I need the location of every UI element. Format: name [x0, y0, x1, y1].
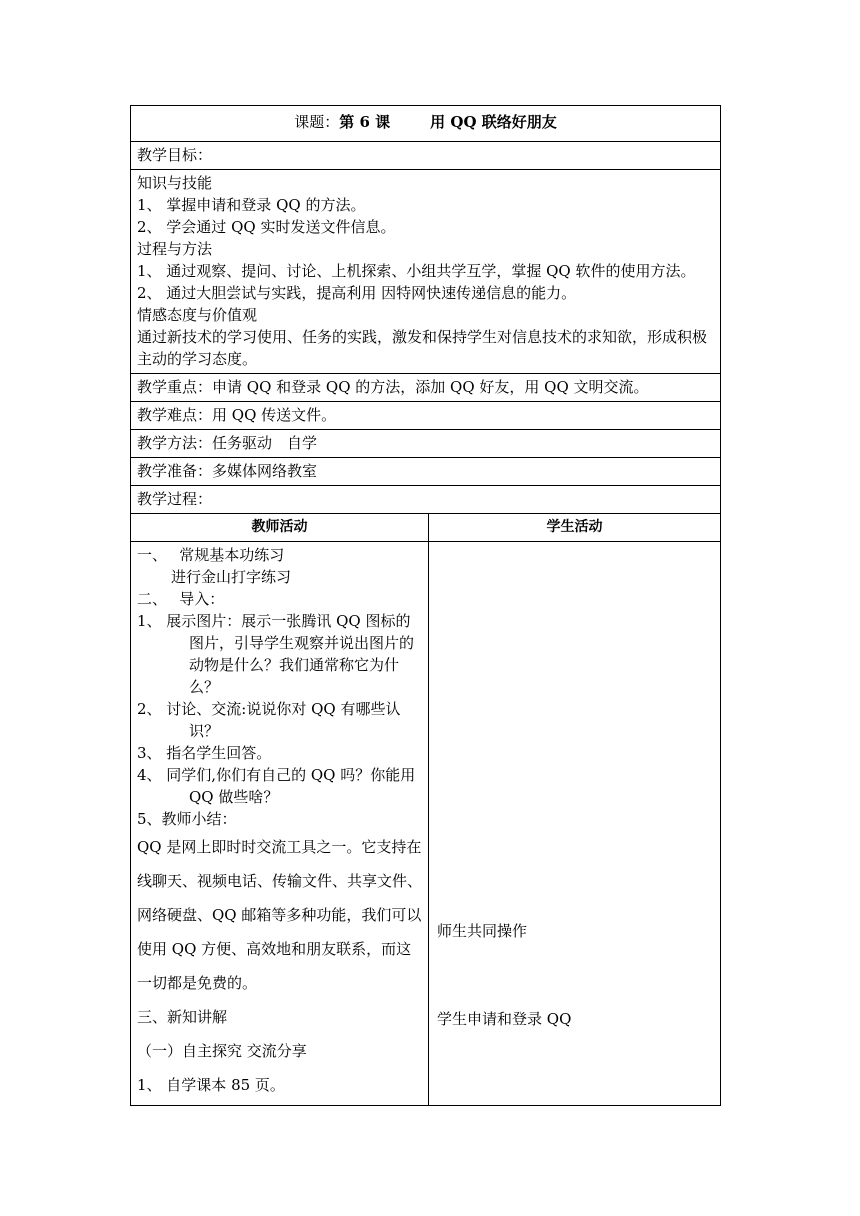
objectives-row	[131, 170, 721, 374]
methods: 教学方法：任务驱动 自学	[131, 430, 721, 458]
objectives-heading-row	[131, 142, 721, 170]
lesson-name: 用 QQ 联络好朋友	[430, 113, 557, 131]
teacher-activity-cell	[131, 542, 429, 1106]
lesson-plan-table	[130, 105, 721, 1106]
title-prefix: 课题：	[294, 113, 340, 131]
student-activity-1: 师生共同操作	[437, 922, 528, 940]
process-item: 1、 通过观察、提问、讨论、上机探索、小组共学互学，掌握 QQ 软件的使用方法。	[137, 262, 696, 280]
teacher-summary: QQ 是网上即时时交流工具之一。它支持在线聊天、视频电话、传输文件、共享文件、网络硬盘、QQ 邮箱等多种功能，我们可以使用 QQ 方便、高效地和朋友联系，而这一切都是免费的。	[137, 838, 423, 992]
column-header-row	[131, 514, 721, 542]
student-activity-2: 学生申请和登录 QQ	[437, 1010, 572, 1028]
section-one: 一、 常规基本功练习	[137, 546, 285, 564]
key-points: 教学重点：申请 QQ 和登录 QQ 的方法，添加 QQ 好友，用 QQ 文明交流。	[131, 374, 721, 402]
lesson-title	[131, 106, 721, 142]
title-row	[131, 106, 721, 142]
knowledge-item: 1、 掌握申请和登录 QQ 的方法。	[137, 196, 366, 214]
intro-item: 4、 同学们,你们有自己的 QQ 吗？你能用 QQ 做些啥？	[137, 766, 416, 806]
section-three-sub: （一）自主探究 交流分享	[137, 1042, 307, 1060]
process-heading: 教学过程：	[131, 486, 721, 514]
section-three: 三、新知讲解	[137, 1008, 228, 1026]
preparation: 教学准备：多媒体网络教室	[131, 458, 721, 486]
lesson-number: 第 6 课	[339, 113, 391, 131]
process-heading-row	[131, 486, 721, 514]
intro-item: 2、 讨论、交流:说说你对 QQ 有哪些认识？	[137, 700, 401, 740]
lesson-plan	[130, 105, 720, 1106]
objectives-heading: 教学目标：	[131, 142, 721, 170]
intro-item: 1、 展示图片：展示一张腾讯 QQ 图标的图片，引导学生观察并说出图片的动物是什么？我们通常称它为什么？	[137, 612, 415, 696]
attitude-heading: 情感态度与价值观	[137, 306, 258, 324]
key-points-row	[131, 374, 721, 402]
section-one-sub: 进行金山打字练习	[171, 568, 292, 586]
process-method-heading: 过程与方法	[137, 240, 213, 258]
teacher-summary-heading: 5、教师小结：	[137, 810, 237, 828]
preparation-row	[131, 458, 721, 486]
knowledge-item: 2、 学会通过 QQ 实时发送文件信息。	[137, 218, 396, 236]
difficulties: 教学难点：用 QQ 传送文件。	[131, 402, 721, 430]
difficulties-row	[131, 402, 721, 430]
student-activity-cell	[429, 542, 721, 1106]
objectives-body	[131, 170, 721, 374]
teacher-column-header: 教师活动	[131, 514, 429, 542]
section-three-item: 1、 自学课本 85 页。	[137, 1076, 285, 1094]
process-item: 2、 通过大胆尝试与实践，提高利用 因特网快速传递信息的能力。	[137, 284, 577, 302]
attitude-text: 通过新技术的学习使用、任务的实践，激发和保持学生对信息技术的求知欲，形成积极主动的学习态度。	[137, 328, 708, 368]
student-column-header: 学生活动	[429, 514, 721, 542]
activity-row	[131, 542, 721, 1106]
methods-row	[131, 430, 721, 458]
section-two: 二、 导入：	[137, 590, 225, 608]
knowledge-heading: 知识与技能	[137, 174, 213, 192]
intro-item: 3、 指名学生回答。	[137, 744, 272, 762]
